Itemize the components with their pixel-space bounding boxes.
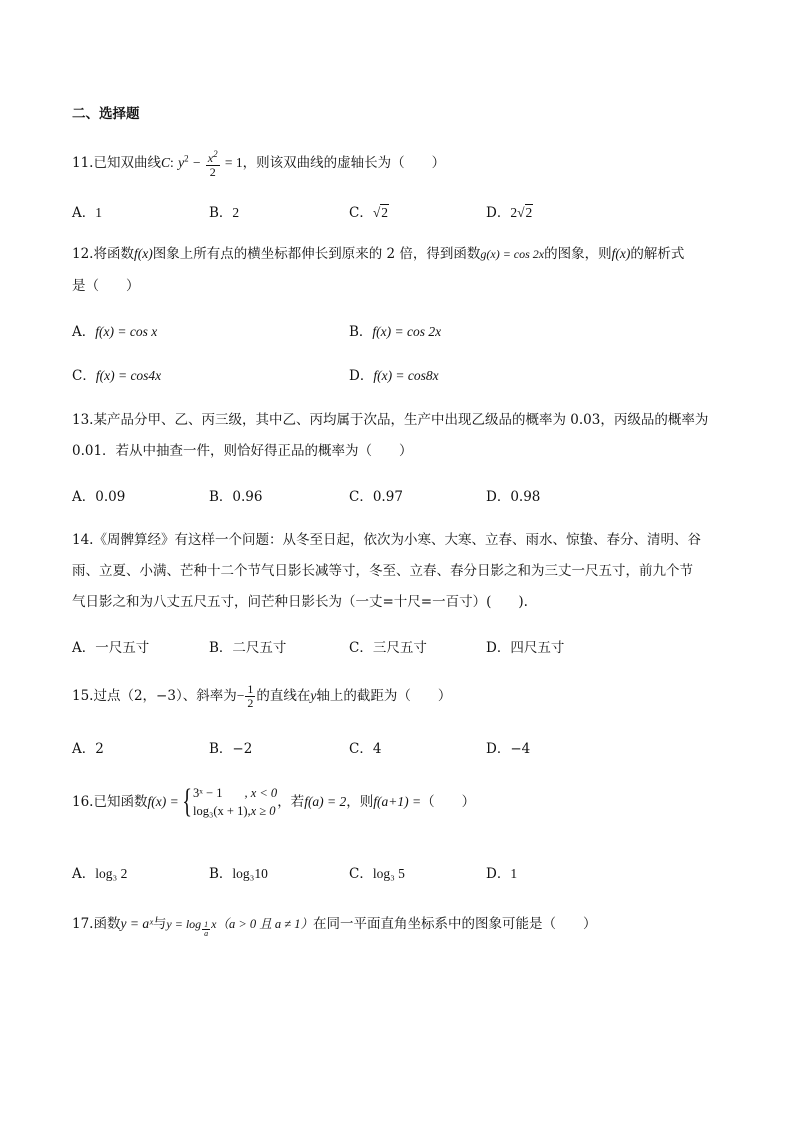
- q14-line2: 雨、立夏、小满、芒种十二个节气日影长减等寸，冬至、立春、春分日影之和为三丈一尺五寸，前九个节: [72, 563, 693, 579]
- option-label: C．: [349, 741, 373, 757]
- q15-option-b[interactable]: [209, 737, 252, 757]
- option-value: 0.97: [372, 489, 403, 505]
- option-value: f(x) = cos8x: [373, 368, 439, 383]
- q12-options-row1: [72, 320, 722, 340]
- option-label: A．: [72, 205, 96, 221]
- q11-options: [72, 201, 722, 221]
- q14-line3: 气日影之和为八丈五尺五寸，问芒种日影长为（一丈=十尺=一百寸）( ).: [72, 594, 528, 610]
- q15-frac-num: 1: [247, 682, 254, 696]
- option-label: B．: [209, 741, 233, 757]
- q17-f1: y = aˣ: [120, 916, 153, 931]
- q11-curve: C: [160, 155, 170, 170]
- option-value: 2: [232, 205, 240, 220]
- q12-option-c[interactable]: [72, 364, 161, 384]
- option-label: C．: [349, 640, 373, 656]
- option-value: 2: [381, 205, 389, 220]
- option-value: f(x) = cos4x: [95, 368, 162, 383]
- question-15: [72, 683, 722, 710]
- q12-line2: 是（ ）: [72, 278, 140, 294]
- question-14: [72, 530, 722, 612]
- q16-option-a[interactable]: [72, 862, 127, 882]
- q15-options: [72, 737, 722, 757]
- q13-option-c[interactable]: [349, 485, 403, 505]
- q13-line2: 0.01．若从中抽查一件，则恰好得正品的概率为（ ）: [72, 443, 413, 459]
- q17-cond: （a > 0 且 a ≠ 1）: [216, 917, 314, 931]
- option-label: D．: [486, 640, 511, 656]
- q17-prefix: 17.函数: [72, 916, 121, 932]
- option-value: log₃10: [232, 866, 268, 881]
- q15-suffix: 轴上的截距为（ ）: [316, 688, 452, 704]
- option-value: 4: [372, 741, 382, 757]
- q16-case1: 3ˣ − 1: [193, 786, 223, 800]
- q14-option-c[interactable]: [349, 636, 427, 656]
- q11-option-b[interactable]: [209, 201, 239, 221]
- q16-fa: f(a) = 2: [304, 794, 347, 809]
- option-value: 0.09: [95, 489, 126, 505]
- q17-suffix: 在同一平面直角坐标系中的图象可能是（ ）: [313, 916, 597, 932]
- q17-mid: 与: [152, 916, 167, 932]
- q14-options: [72, 636, 722, 656]
- q12-options-row2: [72, 364, 722, 384]
- q12-suffix: 的解析式: [630, 246, 685, 262]
- option-label: B．: [209, 205, 233, 221]
- q13-option-a[interactable]: [72, 485, 125, 505]
- q15-fraction: [245, 683, 255, 710]
- q15-minus: −: [236, 688, 245, 703]
- q11-suffix: ，则该双曲线的虚轴长为（ ）: [242, 155, 446, 171]
- option-value: 0.98: [510, 489, 541, 505]
- question-11: 11.已知双曲线C: $y^2$ − $\frac{x^2}{2}$ = 1，则该双曲线的虚轴长为（ ）: [72, 149, 446, 179]
- q12-fx2: f(x): [611, 246, 631, 261]
- q11-eq: = 1: [224, 155, 243, 170]
- q11-y: y: [178, 155, 185, 170]
- q12-mid: 图象上所有点的横坐标都伸长到原来的 2 倍，得到函数: [152, 246, 481, 262]
- q15-frac-den: 2: [247, 696, 254, 710]
- q16-option-d[interactable]: [486, 862, 517, 882]
- q17-log-base: [202, 921, 210, 938]
- q15-prefix: 15.过点（2，−3）、斜率为: [72, 688, 237, 704]
- q16-case2: log₃(x + 1),: [193, 804, 251, 818]
- option-value: log₃ 5: [372, 866, 405, 881]
- option-value: 二尺五寸: [232, 640, 287, 656]
- option-label: A．: [72, 489, 96, 505]
- q16-cond2: x ≥ 0: [250, 804, 276, 818]
- option-coef: 2: [510, 205, 518, 220]
- q12-option-b[interactable]: [349, 320, 441, 340]
- option-value: 2: [95, 741, 104, 757]
- q15-option-a[interactable]: [72, 737, 104, 757]
- option-value: −2: [232, 741, 253, 757]
- option-value: −4: [510, 741, 531, 757]
- q16-option-c[interactable]: [349, 862, 405, 882]
- q14-line1: 14.《周髀算经》有这样一个问题：从冬至日起，依次为小寒、大寒、立春、雨水、惊蛰、春分、清明、谷: [72, 532, 701, 548]
- q14-option-d[interactable]: [486, 636, 564, 656]
- option-label: C．: [349, 489, 373, 505]
- q11-colon: :: [170, 155, 174, 170]
- question-17: [72, 914, 722, 938]
- option-label: C．: [349, 866, 373, 882]
- option-value: 四尺五寸: [510, 640, 565, 656]
- q16-option-b[interactable]: [209, 862, 268, 882]
- q15-y: y: [310, 688, 317, 703]
- question-13: [72, 410, 722, 461]
- q15-mid: 的直线在: [256, 688, 311, 704]
- option-value: 三尺五寸: [372, 640, 427, 656]
- option-label: D．: [486, 489, 511, 505]
- piecewise-brace: {: [181, 783, 192, 820]
- q14-option-a[interactable]: [72, 636, 149, 656]
- q16-mid2: ，则: [346, 794, 374, 810]
- q17-base-den: a: [204, 929, 209, 938]
- q17-f2: y = log: [166, 917, 202, 931]
- option-label: B．: [209, 489, 233, 505]
- q12-gx: g(x) = cos 2x: [480, 247, 545, 261]
- q11-minus: −: [192, 155, 201, 170]
- option-label: D．: [486, 866, 511, 882]
- option-label: A．: [72, 741, 96, 757]
- option-value: f(x) = cos 2x: [372, 324, 442, 339]
- q13-options: [72, 485, 722, 505]
- q11-prefix: 11.已知双曲线: [72, 155, 161, 171]
- option-label: A．: [72, 640, 96, 656]
- option-label: A．: [72, 866, 96, 882]
- q17-base-num: 1: [204, 920, 209, 929]
- option-label: C．: [72, 368, 96, 384]
- q13-option-b[interactable]: [209, 485, 262, 505]
- option-value: log₃ 2: [95, 866, 128, 881]
- option-label: B．: [209, 866, 233, 882]
- q16-mid: ，若: [277, 794, 305, 810]
- q17-f2-arg: x: [211, 917, 217, 931]
- sqrt-symbol: √2: [372, 205, 389, 220]
- section-title: 二、选择题: [72, 106, 140, 122]
- option-label: A．: [72, 324, 96, 340]
- q14-option-b[interactable]: [209, 636, 286, 656]
- option-value: 一尺五寸: [95, 640, 150, 656]
- q16-prefix: 16.已知函数: [72, 794, 148, 810]
- q12-fx: f(x): [133, 246, 153, 261]
- q15-option-d[interactable]: [486, 737, 530, 757]
- option-label: C．: [349, 205, 373, 221]
- q13-option-d[interactable]: [486, 485, 540, 505]
- q16-cond1: , x < 0: [244, 786, 278, 800]
- q11-fraction: $\frac{x^2}{2}$: [207, 149, 218, 179]
- option-value: 0.96: [232, 489, 263, 505]
- q16-fa1: f(a+1) =: [373, 794, 422, 809]
- question-12: [72, 244, 722, 296]
- option-value: f(x) = cos x: [95, 324, 158, 339]
- option-label: B．: [209, 640, 233, 656]
- q12-prefix: 12.将函数: [72, 246, 134, 262]
- q11-option-d[interactable]: [486, 201, 533, 221]
- q12-option-d[interactable]: [349, 364, 439, 384]
- q12-mid2: 的图象，则: [544, 246, 612, 262]
- q15-option-c[interactable]: [349, 737, 381, 757]
- q16-suffix: （ ）: [421, 794, 476, 810]
- option-value: 1: [510, 866, 518, 881]
- q13-line1: 13.某产品分甲、乙、丙三级，其中乙、丙均属于次品，生产中出现乙级品的概率为 0.03，丙级品的概率为: [72, 412, 709, 428]
- option-value: 2: [525, 205, 533, 220]
- q11-frac-num: x: [207, 151, 214, 165]
- piecewise-cases: [193, 784, 277, 820]
- q11-frac-den: 2: [209, 165, 216, 179]
- option-label: D．: [486, 205, 511, 221]
- option-label: D．: [486, 741, 511, 757]
- q16-fx: f(x) =: [147, 794, 179, 809]
- option-value: 1: [95, 205, 102, 220]
- q11-option-c[interactable]: [349, 201, 389, 221]
- q16-options: [72, 862, 722, 882]
- option-label: B．: [349, 324, 373, 340]
- q12-option-a[interactable]: [72, 320, 157, 340]
- q11-option-a[interactable]: [72, 201, 102, 221]
- sqrt-symbol: √2: [517, 205, 533, 220]
- option-label: D．: [349, 368, 374, 384]
- question-16: [72, 784, 722, 820]
